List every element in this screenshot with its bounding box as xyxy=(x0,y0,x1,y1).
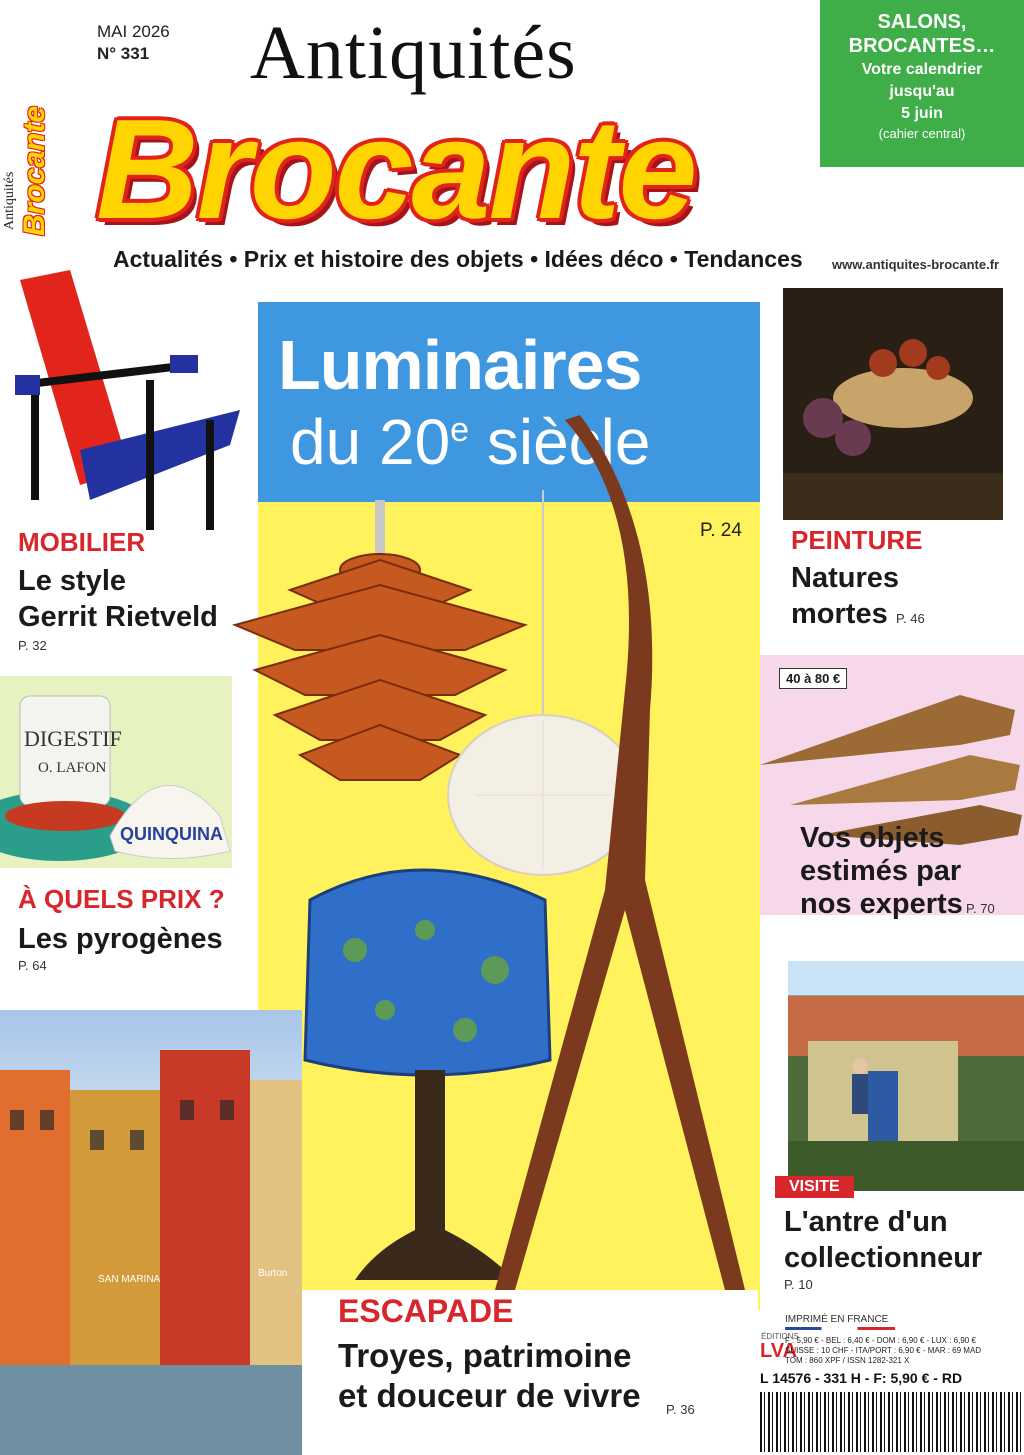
issue-date: MAI 2026 xyxy=(97,22,170,41)
troyes-shop-sign-2: Burton xyxy=(258,1268,288,1279)
spine-title-top: Antiquités xyxy=(2,171,17,230)
tagline: Actualités • Prix et histoire des objets • Idées déco • Tendances xyxy=(113,246,803,272)
peinture-headline-2: mortes xyxy=(791,598,888,630)
promo-line-6: (cahier central) xyxy=(878,126,966,141)
still-life-painting-photo xyxy=(783,288,1003,520)
visite-headline-1: L'antre d'un xyxy=(784,1206,948,1238)
promo-line-2: BROCANTES… xyxy=(848,35,996,57)
peinture-headline-1: Natures xyxy=(791,562,899,594)
mobilier-page: P. 32 xyxy=(18,638,47,653)
pyrogene-label-2: O. LAFON xyxy=(38,760,107,776)
lamps-illustration xyxy=(225,410,765,1330)
barcode xyxy=(760,1392,1022,1452)
printed-in-france: IMPRIMÉ EN FRANCE xyxy=(785,1314,889,1325)
barcode-code: L 14576 - 331 H - F: 5,90 € - RD xyxy=(760,1370,963,1386)
rietveld-chair-photo xyxy=(10,270,240,550)
spine-title-main: Brocante xyxy=(18,105,51,236)
prices-line-2: SUISSE : 10 CHF - ITA/PORT : 6,90 € - MAR : 69 MAD xyxy=(785,1346,982,1355)
promo-line-3: Votre calendrier xyxy=(861,61,983,78)
mobilier-headline-1: Le style xyxy=(18,565,126,597)
escapade-headline-2: et douceur de vivre xyxy=(338,1377,641,1414)
pyrogenes-photo xyxy=(0,676,232,868)
pyrogenes-headline: Les pyrogènes xyxy=(18,923,223,955)
escapade-kicker: ESCAPADE xyxy=(338,1293,514,1329)
pyrogene-label-1: DIGESTIF xyxy=(24,726,122,751)
cover-story-page: P. 24 xyxy=(700,520,742,541)
escapade-page: P. 36 xyxy=(666,1402,695,1417)
magazine-title-top: Antiquités xyxy=(250,11,577,95)
peinture-kicker: PEINTURE xyxy=(791,525,923,555)
experts-price-tag: 40 à 80 € xyxy=(779,668,847,689)
visite-page: P. 10 xyxy=(784,1277,813,1292)
tiffany-lamp-base xyxy=(355,1070,515,1280)
troyes-shop-sign-1: SAN MARINA xyxy=(98,1274,161,1285)
peinture-page: P. 46 xyxy=(896,611,925,626)
prices-line-1: F : 5,90 € - BEL : 6,40 € - DOM : 6,90 € - LUX : 6,90 € xyxy=(785,1336,976,1345)
promo-line-4: jusqu'au xyxy=(889,83,955,100)
experts-page: P. 70 xyxy=(966,901,995,916)
french-flag-stripe xyxy=(785,1327,895,1330)
pyrogenes-page: P. 64 xyxy=(18,958,47,973)
cover-story-subtitle: du 20e siècle xyxy=(290,406,651,478)
promo-line-5: 5 juin xyxy=(901,105,943,122)
escapade-headline-1: Troyes, patrimoine xyxy=(338,1337,632,1374)
issue-number: N° 331 xyxy=(97,44,150,63)
promo-line-1: SALONS, xyxy=(877,11,967,33)
mobilier-headline-2: Gerrit Rietveld xyxy=(18,601,218,633)
collectionneur-photo xyxy=(788,961,1024,1191)
promo-calendar-box xyxy=(820,0,1024,167)
website-link[interactable]: www.antiquites-brocante.fr xyxy=(832,257,1000,272)
magazine-title-main: Brocante xyxy=(96,90,696,249)
troyes-photo xyxy=(0,1010,302,1455)
publisher-label: ÉDITIONS xyxy=(761,1332,799,1341)
prices-line-3: TOM : 860 XPF / ISSN 1282-321 X xyxy=(785,1356,910,1365)
experts-headline-3: nos experts xyxy=(800,888,963,920)
publisher-logo: LVA xyxy=(760,1340,798,1362)
experts-headline-2: estimés par xyxy=(800,855,962,887)
pyrogene-label-3: QUINQUINA xyxy=(120,824,223,844)
cover-story-title: Luminaires xyxy=(278,326,642,404)
tiffany-lamp-shade xyxy=(305,870,550,1075)
visite-kicker: VISITE xyxy=(775,1176,854,1198)
mobilier-kicker: MOBILIER xyxy=(18,527,146,557)
pyrogenes-kicker: À QUELS PRIX ? xyxy=(18,884,225,914)
visite-headline-2: collectionneur xyxy=(784,1242,983,1274)
experts-headline-1: Vos objets xyxy=(800,822,945,854)
